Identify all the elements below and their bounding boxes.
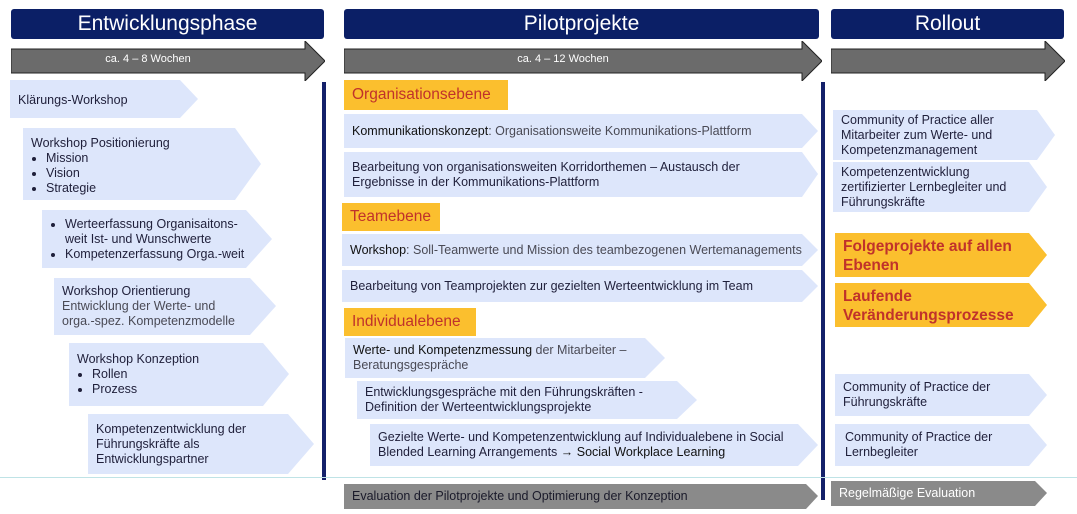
chevron-text bbox=[350, 243, 802, 258]
header-entwicklungsphase: Entwicklungsphase bbox=[11, 9, 324, 39]
text-bold: Social Workplace Learning bbox=[573, 445, 726, 459]
chevron-text: Kompetenzentwicklung zertifizierter Lernbegleiter und Führungskräfte bbox=[841, 165, 1007, 209]
chevron-text bbox=[353, 343, 645, 373]
chevron-text bbox=[77, 352, 263, 397]
item-bullets bbox=[31, 151, 236, 196]
chevron-text: Entwicklungsgespräche mit den Führungskräften - Definition der Werteentwicklungsprojekte bbox=[365, 385, 643, 414]
text-main: Gezielte Werte- und Kompetenzentwicklung auf Individualebene in Social Blended Learning Arrangements bbox=[378, 430, 784, 459]
label-organisationsebene: Organisationsebene bbox=[344, 80, 508, 110]
item-title: Workshop Positionierung bbox=[31, 136, 170, 150]
text-rest: : Soll-Teamwerte und Mission des teambezogenen Wertemanagements bbox=[406, 243, 802, 257]
chevron-text: Bearbeitung von organisationsweiten Korridorthemen – Austausch der Ergebnisse in der Kommunikations-Plattform bbox=[352, 160, 740, 189]
chevron-regelmaessige-evaluation bbox=[831, 481, 1047, 506]
chevron-gezielte-entwicklung bbox=[370, 424, 818, 466]
chevron-workshop-positionierung bbox=[23, 128, 261, 200]
chevron-text: Kompetenzentwicklung der Führungskräfte als Entwicklungspartner bbox=[96, 422, 247, 466]
text-rest: der Pilotprojekte und Optimierung der Konzeption bbox=[410, 489, 688, 503]
chevron-text: Community of Practice aller Mitarbeiter zum Werte- und Kompetenzmanagement bbox=[841, 113, 994, 157]
chevron-text bbox=[378, 430, 796, 460]
header-rollout: Rollout bbox=[831, 9, 1064, 39]
text-rest: : Organisationsweite Kommunikations-Plattform bbox=[488, 124, 752, 138]
chevron-workshop-konzeption bbox=[69, 343, 289, 406]
chevron-text: Community of Practice der Lernbegleiter bbox=[845, 430, 993, 459]
chevron-text: Folgeprojekte auf allen Ebenen bbox=[843, 238, 1012, 274]
text-bold: Workshop bbox=[350, 243, 407, 257]
label-individualebene: Individualebene bbox=[344, 308, 476, 336]
chevron-text: Laufende Veränderungsprozesse bbox=[843, 288, 1014, 324]
chevron-laufende-prozesse bbox=[835, 283, 1047, 327]
chevron-folgeprojekte bbox=[835, 233, 1047, 277]
bullet-strategie: • Strategie bbox=[46, 181, 236, 196]
baseline-rule bbox=[0, 477, 1077, 478]
bullet-kompetenzerfassung: • Kompetenzerfassung Orga.-weit bbox=[65, 247, 248, 262]
chevron-text: Regelmäßige Evaluation bbox=[839, 486, 976, 500]
chevron-text bbox=[31, 136, 236, 196]
arrow-shape bbox=[831, 41, 1065, 81]
chevron-kommunikationskonzept bbox=[344, 114, 818, 148]
chevron-text bbox=[62, 284, 250, 329]
bullet-vision: • Vision bbox=[46, 166, 236, 181]
chevron-community-mitarbeiter bbox=[833, 110, 1055, 160]
chevron-text bbox=[50, 217, 248, 262]
bullet-prozess: • Prozess bbox=[92, 382, 263, 397]
chevron-korridorthemen bbox=[344, 152, 818, 197]
text-bold: Evaluation bbox=[352, 489, 411, 503]
duration-arrow-rollout bbox=[831, 41, 1065, 81]
chevron-text bbox=[352, 124, 802, 139]
item-title: Workshop Orientierung bbox=[62, 284, 191, 298]
arrow-glyph: → bbox=[560, 445, 574, 459]
chevron-teamprojekte bbox=[342, 270, 818, 302]
item-title: Workshop Konzeption bbox=[77, 352, 200, 366]
chevron-kompetenzentwicklung-fk bbox=[88, 414, 314, 474]
header-pilotprojekte: Pilotprojekte bbox=[344, 9, 819, 39]
chevron-team-workshop bbox=[342, 234, 818, 266]
chevron-text: Community of Practice der Führungskräfte bbox=[843, 380, 991, 409]
duration-label: ca. 4 – 12 Wochen bbox=[517, 53, 609, 65]
chevron-evaluation-pilot bbox=[344, 484, 818, 509]
label-teamebene: Teamebene bbox=[342, 203, 440, 231]
chevron-klaerungs-workshop bbox=[10, 80, 198, 118]
chevron-entwicklungsgespraeche bbox=[357, 381, 697, 419]
bullet-rollen: • Rollen bbox=[92, 367, 263, 382]
item-description: Entwicklung der Werte- und orga.-spez. Kompetenzmodelle bbox=[62, 299, 236, 328]
divider-left bbox=[322, 82, 326, 480]
text-bold: Kommunikationskonzept bbox=[352, 124, 489, 138]
item-bullets bbox=[77, 367, 263, 397]
chevron-kompetenzmessung bbox=[345, 338, 665, 378]
text-rest: der Mitarbeiter – Beratungsgespräche bbox=[353, 343, 627, 372]
duration-label: ca. 4 – 8 Wochen bbox=[105, 53, 191, 65]
divider-right bbox=[821, 82, 825, 500]
chevron-community-lernbegleiter bbox=[835, 424, 1047, 466]
bullet-mission: • Mission bbox=[46, 151, 236, 166]
chevron-community-fuehrungskraefte bbox=[835, 374, 1047, 416]
chevron-werteerfassung bbox=[42, 210, 272, 268]
chevron-text bbox=[352, 489, 802, 504]
text-bold: Werte- und Kompetenzmessung bbox=[353, 343, 533, 357]
duration-arrow-pilot bbox=[344, 41, 822, 81]
chevron-workshop-orientierung bbox=[54, 278, 276, 335]
item-bullets bbox=[50, 217, 248, 262]
chevron-zertifizierte-lernbegleiter bbox=[833, 162, 1047, 212]
bullet-werteerfassung: • Werteerfassung Organisaitons-weit Ist- und Wunschwerte bbox=[65, 217, 248, 247]
chevron-text: Klärungs-Workshop bbox=[18, 93, 128, 107]
chevron-text: Bearbeitung von Teamprojekten zur gezielten Werteentwicklung im Team bbox=[350, 279, 753, 293]
duration-arrow-entwicklung bbox=[11, 41, 325, 81]
